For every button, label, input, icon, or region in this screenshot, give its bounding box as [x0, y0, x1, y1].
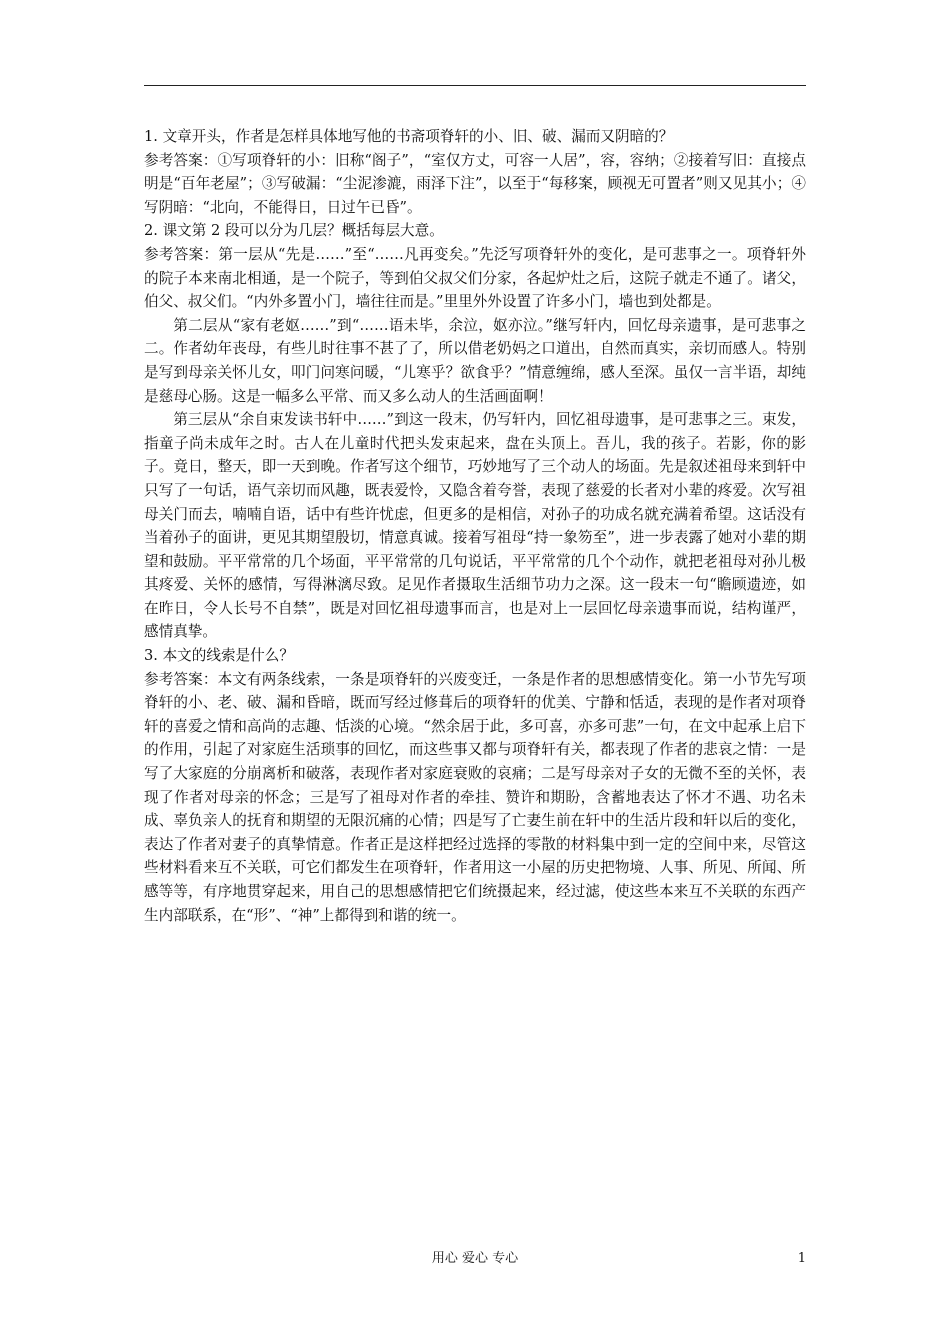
answer-2-layer-1: 参考答案：第一层从“先是……”至“……凡再变矣。”先泛写项脊轩外的变化，是可悲事之一。项脊轩外的院子本来南北相通，是一个院子，等到伯父叔父们分家，各起炉灶之后，这院子就走不通了。诸父，伯父、叔父们。“内外多置小门，墙往往而是。”里里外外设置了许多小门，墙也到处都是。	[144, 245, 806, 311]
question-2: 2. 课文第 2 段可以分为几层？概括每层大意。	[144, 222, 444, 240]
question-3: 3. 本文的线索是什么？	[144, 647, 294, 665]
footer-text: 用心 爱心 专心	[431, 1251, 519, 1266]
header-rule	[144, 85, 806, 86]
page-number: 1	[797, 1251, 806, 1266]
answer-1: 参考答案：①写项脊轩的小：旧称“阁子”，“室仅方丈，可容一人居”，容，容纳；②接着写旧：直接点明是“百年老屋”；③写破漏：“尘泥渗漉，雨泽下注”，以至于“每移案，顾视无可置者”则又见其小；④写阴暗：“北向，不能得日，日过午已昏”。	[144, 151, 806, 216]
answer-2-layer-2: 第二层从“家有老妪……”到“……语未毕，余泣，妪亦泣。”继写轩内，回忆母亲遗事，是可悲事之二。作者幼年丧母，有些儿时往事不甚了了，所以借老奶妈之口道出，自然而真实，亲切而感人。特别是写到母亲关怀儿女，叩门问寒问暖，“儿寒乎？欲食乎？”情意缠绵，感人至深。虽仅一言半语，却纯是慈母心肠。这是一幅多么平常、而又多么动人的生活画面啊！	[144, 316, 806, 405]
answer-3: 参考答案：本文有两条线索，一条是项脊轩的兴废变迁，一条是作者的思想感情变化。第一小节先写项脊轩的小、老、破、漏和昏暗，既而写经过修葺后的项脊轩的优美、宁静和恬适，表现的是作者对项脊轩的喜爱之情和高尚的志趣、恬淡的心境。“然余居于此，多可喜，亦多可悲”一句，在文中起承上启下的作用，引起了对家庭生活琐事的回忆，而这些事又都与项脊轩有关，都表现了作者的悲哀之情：一是写了大家庭的分崩离析和破落，表现作者对家庭衰败的哀痛；二是写母亲对子女的无微不至的关怀，表现了作者对母亲的怀念；三是写了祖母对作者的牵挂、赞许和期盼，含蓄地表达了怀才不遇、功名未成、辜负亲人的抚育和期望的无限沉痛的心情；四是写了亡妻生前在轩中的生活片段和轩以后的变化，表达了作者对妻子的真挚情意。作者正是这样把经过选择的零散的材料集中到一定的空间中来，尽管这些材料看来互不关联，可它们都发生在项脊轩，作者用这一小屋的历史把物境、人事、所见、所闻、所感等等，有序地贯穿起来，用自己的思想感情把它们统摄起来，经过滤，使这些本来互不关联的东西产生内部联系，在“形”、“神”上都得到和谐的统一。	[144, 670, 806, 924]
answer-2-layer-3: 第三层从“余自束发读书轩中……”到这一段末，仍写轩内，回忆祖母遗事，是可悲事之三。束发，指童子尚未成年之时。古人在儿童时代把头发束起来，盘在头顶上。吾儿，我的孩子。若影，你的影子。竟日，整天，即一天到晚。作者写这个细节，巧妙地写了三个动人的场面。先是叙述祖母来到轩中只写了一句话，语气亲切而风趣，既表爱怜，又隐含着夸誉，表现了慈爱的长者对小辈的疼爱。次写祖母关门而去，喃喃自语，话中有些许忧虑，但更多的是相信，对孙子的功成名就充满着希望。这话没有当着孙子的面讲，更见其期望殷切，情意真诚。接着写祖母“持一象笏至”，进一步表露了她对小辈的期望和鼓励。平平常常的几个场面，平平常常的几句说话，平平常常的几个个动作，就把老祖母对孙儿极其疼爱、关怀的感情，写得淋漓尽致。足见作者摄取生活细节功力之深。这一段末一句“瞻顾遗迹，如在昨日，令人长号不自禁”，既是对回忆祖母遗事而言，也是对上一层回忆母亲遗事而说，结构谨严，感情真挚。	[144, 411, 806, 641]
question-1: 1. 文章开头，作者是怎样具体地写他的书斋项脊轩的小、旧、破、漏而又阴暗的？	[144, 128, 674, 145]
document-body	[144, 125, 806, 927]
